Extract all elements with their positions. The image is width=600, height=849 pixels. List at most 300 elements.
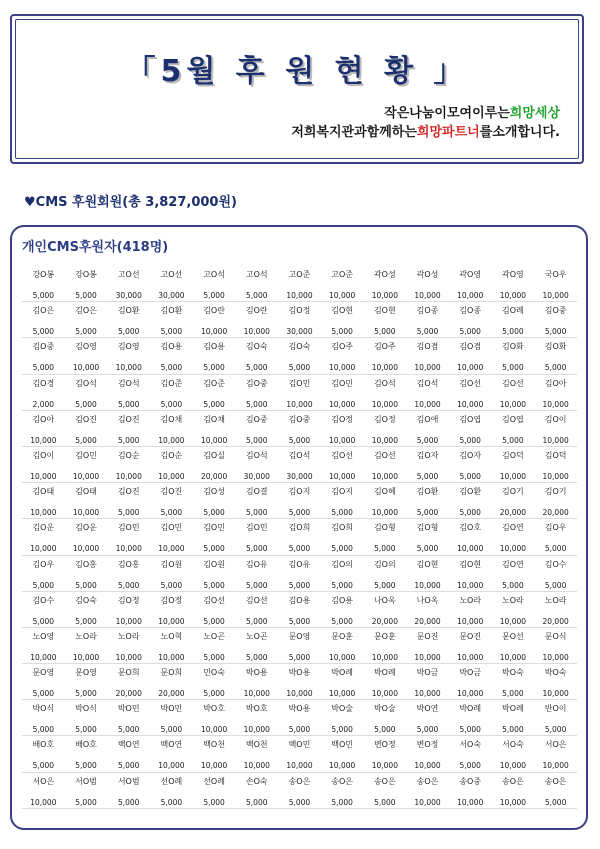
donor-cell: [150, 266, 193, 302]
donor-amount: 5,000: [32, 291, 55, 300]
donor-amount: 10,000: [158, 435, 185, 445]
donor-name: 김O지: [331, 487, 354, 497]
donor-amount: 20,000: [200, 471, 228, 481]
donor-cell: [492, 266, 535, 302]
donor-name: 김O기: [544, 487, 567, 497]
donor-cell: [278, 446, 321, 482]
donor-name: 문O진: [416, 631, 439, 641]
donor-cell: [107, 483, 150, 519]
donor-amount: 5,000: [203, 399, 225, 409]
donor-amount: 10,000: [499, 399, 527, 409]
donor-name: 김O연: [502, 523, 524, 533]
donor-name: 김O혜: [373, 487, 396, 497]
donor-amount: 5,000: [32, 689, 55, 699]
donor-name: 박O숙: [502, 668, 524, 678]
donor-name: 문O선: [502, 631, 524, 641]
donor-cell: [449, 700, 492, 736]
donor-name: 김O진: [117, 414, 140, 424]
donor-name: 박O술: [331, 704, 354, 714]
donor-cell: [150, 483, 193, 519]
donor-cell: [150, 446, 193, 482]
donor-name: 김O우: [544, 523, 567, 533]
donor-cell: [235, 772, 278, 808]
donor-name: 김O겸: [416, 342, 439, 352]
donor-name: 박O용: [288, 668, 311, 678]
donor-amount: 5,000: [502, 580, 524, 590]
donor-name: 고O준: [331, 270, 354, 279]
donor-row: [22, 736, 577, 772]
donor-name: 노O영: [32, 631, 55, 641]
donor-amount: 5,000: [331, 616, 353, 626]
donor-name: 김O아: [544, 378, 567, 388]
donor-cell: [449, 338, 492, 374]
donor-amount: 5,000: [246, 580, 268, 590]
donor-amount: 5,000: [117, 508, 140, 518]
donor-name: 박O연: [416, 704, 439, 714]
donor-amount: 5,000: [288, 508, 311, 518]
donor-name: 고O선: [117, 270, 140, 279]
donor-amount: 5,000: [203, 291, 225, 300]
donor-cell: [278, 772, 321, 808]
donor-name: 백O천: [203, 740, 225, 750]
donor-amount: 10,000: [499, 471, 527, 481]
donor-amount: 5,000: [544, 544, 567, 554]
intro-line-2: [291, 123, 560, 142]
donor-cell: [193, 338, 236, 374]
donor-cell: [22, 772, 65, 808]
donor-name: 박O용: [288, 704, 311, 714]
donor-cell: [22, 736, 65, 772]
donor-name: 배O호: [75, 740, 97, 750]
donor-cell: [235, 519, 278, 555]
donor-name: 백O민: [288, 740, 311, 750]
donor-name: 박O민: [117, 704, 140, 714]
donor-name: 민O숙: [203, 668, 225, 678]
donor-cell: [492, 302, 535, 338]
donor-amount: 10,000: [200, 761, 228, 771]
donor-name: 김O덕: [544, 450, 567, 460]
donor-cell: [321, 736, 364, 772]
donor-cell: [65, 483, 108, 519]
donor-amount: 5,000: [288, 797, 311, 807]
donor-amount: 10,000: [457, 616, 484, 626]
cms-summary: ♥CMS 후원회원(총 3,827,000원): [24, 195, 237, 210]
donor-cell: [150, 591, 193, 627]
donor-cell: [150, 555, 193, 591]
donor-cell: [492, 700, 535, 736]
donor-cell: [534, 736, 577, 772]
donor-row: [22, 627, 577, 663]
donor-cell: [321, 772, 364, 808]
donor-name: 김O영: [117, 342, 140, 352]
donor-cell: [406, 446, 449, 482]
donor-name: 김O화: [502, 342, 524, 352]
donor-amount: 5,000: [75, 399, 97, 409]
donor-name: 문O훈: [373, 631, 396, 641]
donor-name: 서O숙: [459, 740, 482, 750]
donor-amount: 10,000: [542, 399, 569, 409]
donor-name: 김O선: [245, 595, 268, 605]
donor-cell: [278, 338, 321, 374]
donor-amount: 10,000: [30, 544, 57, 554]
donor-cell: [65, 338, 108, 374]
donor-row: [22, 700, 577, 736]
donor-amount: 5,000: [416, 508, 439, 518]
donor-amount: 5,000: [459, 327, 481, 337]
donor-cell: [321, 664, 364, 700]
donor-amount: 10,000: [414, 580, 441, 590]
donor-cell: [278, 266, 321, 302]
donor-name: 김O의: [331, 559, 354, 569]
donor-name: 김O덕: [502, 450, 524, 460]
donor-amount: 5,000: [374, 327, 396, 337]
donor-amount: 5,000: [288, 725, 311, 735]
donor-name: 김O겸: [459, 342, 482, 352]
donor-amount: 5,000: [75, 291, 97, 300]
donor-cell: [193, 410, 236, 446]
donor-cell: [492, 338, 535, 374]
donor-amount: 10,000: [371, 652, 398, 662]
donor-name: 김O선: [373, 450, 396, 460]
donor-cell: [321, 374, 364, 410]
donor-cell: [235, 664, 278, 700]
donor-cell: [107, 302, 150, 338]
donor-amount: 10,000: [200, 725, 228, 735]
donor-cell: [364, 446, 407, 482]
donor-cell: [22, 483, 65, 519]
donor-cell: [278, 483, 321, 519]
donor-cell: [278, 374, 321, 410]
donor-name: 변O정: [373, 740, 396, 750]
donor-cell: [449, 627, 492, 663]
donor-name: 송O은: [416, 776, 439, 786]
donor-name: 반O이: [544, 704, 567, 714]
donor-cell: [534, 591, 577, 627]
donor-amount: 10,000: [200, 435, 228, 445]
donor-name: 김O환: [117, 306, 140, 316]
donor-amount: 10,000: [542, 689, 569, 699]
donor-amount: 10,000: [329, 761, 356, 771]
donor-name: 김O용: [203, 342, 225, 352]
donor-name: 문O영: [32, 668, 55, 678]
donor-cell: [364, 302, 407, 338]
donor-cell: [193, 736, 236, 772]
donor-amount: 5,000: [32, 761, 55, 771]
donor-amount: 10,000: [243, 761, 270, 771]
donor-name: 고O석: [245, 270, 268, 279]
donor-amount: 10,000: [286, 291, 313, 300]
donor-name: 김O화: [544, 342, 567, 352]
donor-cell: [150, 374, 193, 410]
donor-cell: [534, 555, 577, 591]
donor-cell: [534, 338, 577, 374]
donor-cell: [235, 374, 278, 410]
donor-amount: 5,000: [331, 580, 353, 590]
donor-name: 김O순: [117, 450, 140, 460]
donor-cell: [193, 483, 236, 519]
donor-name: 김O운: [75, 523, 97, 533]
donor-name: 김O태: [75, 487, 97, 497]
donor-name: 김O진: [160, 487, 183, 497]
donor-name: 박O용: [245, 668, 268, 678]
donor-cell: [150, 302, 193, 338]
donor-cell: [235, 591, 278, 627]
donor-cell: [65, 374, 108, 410]
donor-amount: 5,000: [288, 652, 311, 662]
donor-name: 김O우: [32, 559, 55, 569]
donor-name: 김O준: [160, 378, 183, 388]
donor-amount: 10,000: [72, 544, 100, 554]
donor-amount: 5,000: [416, 725, 439, 735]
donor-amount: 5,000: [75, 616, 97, 626]
donor-name: 문O진: [459, 631, 482, 641]
donor-cell: [22, 338, 65, 374]
donor-cell: [364, 700, 407, 736]
donor-amount: 5,000: [246, 435, 268, 445]
donor-cell: [107, 664, 150, 700]
donor-name: 선O례: [160, 776, 183, 786]
donor-cell: [406, 374, 449, 410]
donor-name: 배O호: [32, 740, 55, 750]
donor-amount: 5,000: [203, 652, 225, 662]
donor-cell: [235, 483, 278, 519]
donor-name: 송O은: [288, 776, 311, 786]
donor-amount: 30,000: [115, 291, 142, 300]
donor-amount: 5,000: [374, 725, 396, 735]
donor-cell: [193, 266, 236, 302]
donor-name: 김O수: [544, 559, 567, 569]
donor-name: 박O례: [459, 704, 482, 714]
donor-name: 박O식: [32, 704, 55, 714]
donor-amount: 5,000: [246, 652, 268, 662]
donor-name: 곽O영: [502, 270, 524, 279]
donor-cell: [107, 374, 150, 410]
donor-cell: [278, 519, 321, 555]
donor-amount: 5,000: [331, 327, 353, 337]
donor-row: [22, 266, 577, 302]
donor-name: 송O은: [331, 776, 354, 786]
donor-cell: [65, 519, 108, 555]
donor-name: 김O숙: [288, 342, 311, 352]
donor-name: 송O은: [502, 776, 524, 786]
donor-name: 김O환: [160, 306, 183, 316]
donor-cell: [65, 302, 108, 338]
donor-amount: 10,000: [414, 652, 441, 662]
donor-name: 박O술: [373, 704, 396, 714]
donor-name: 박O례: [373, 668, 396, 678]
donor-cell: [449, 519, 492, 555]
donor-row: [22, 302, 577, 338]
donor-amount: 10,000: [499, 652, 527, 662]
donor-amount: 10,000: [329, 435, 356, 445]
donor-cell: [321, 410, 364, 446]
donor-name: 김O민: [288, 378, 311, 388]
donor-name: 노O곤: [203, 631, 225, 641]
donor-cell: [150, 627, 193, 663]
donor-cell: [278, 627, 321, 663]
donor-name: 곽O영: [459, 270, 482, 279]
donor-cell: [278, 302, 321, 338]
donor-amount: 10,000: [30, 508, 57, 518]
donor-name: 문O식: [544, 631, 567, 641]
donor-cell: [406, 591, 449, 627]
donor-name: 김O원: [160, 559, 183, 569]
donor-cell: [193, 627, 236, 663]
donor-cell: [107, 591, 150, 627]
donor-name: 문O희: [160, 668, 183, 678]
donor-name: 백O연: [160, 740, 183, 750]
donor-cell: [406, 772, 449, 808]
donor-name: 곽O성: [373, 270, 396, 279]
donor-amount: 5,000: [203, 616, 225, 626]
donor-name: 김O진: [75, 414, 97, 424]
donor-amount: 10,000: [286, 761, 313, 771]
donor-cell: [193, 772, 236, 808]
intro-highlight-hope-world: 희망세상: [509, 106, 560, 121]
donor-cell: [321, 483, 364, 519]
donor-row: [22, 374, 577, 410]
donor-cell: [22, 410, 65, 446]
donor-cell: [193, 302, 236, 338]
donor-amount: 5,000: [246, 797, 268, 807]
donor-name: 변O정: [416, 740, 439, 750]
donor-name: 백O천: [245, 740, 268, 750]
donor-amount: 20,000: [542, 508, 569, 518]
donor-cell: [364, 555, 407, 591]
donor-name: 김O애: [416, 414, 439, 424]
donor-amount: 5,000: [288, 435, 311, 445]
donor-amount: 5,000: [32, 580, 55, 590]
donor-amount: 10,000: [499, 291, 527, 300]
donor-list-title: 개인CMS후원자(418명): [22, 240, 169, 255]
donor-cell: [22, 700, 65, 736]
donor-cell: [107, 266, 150, 302]
donor-cell: [406, 555, 449, 591]
donor-cell: [321, 700, 364, 736]
donor-name: 김O채: [160, 414, 183, 424]
donor-amount: 5,000: [246, 399, 268, 409]
donor-cell: [107, 410, 150, 446]
donor-name: 서O범: [75, 776, 97, 786]
donor-name: 김O민: [203, 523, 225, 533]
donor-name: 백O민: [331, 740, 354, 750]
intro-line-2-suffix: 를소개합니다.: [479, 125, 560, 140]
donor-cell: [449, 483, 492, 519]
donor-amount: 10,000: [243, 689, 270, 699]
donor-name: 김O정: [117, 595, 140, 605]
donor-cell: [65, 555, 108, 591]
donor-name: 김O민: [117, 523, 140, 533]
donor-cell: [449, 664, 492, 700]
donor-name: 국O우: [544, 270, 567, 279]
donor-cell: [406, 736, 449, 772]
donor-amount: 10,000: [200, 327, 228, 337]
donor-cell: [193, 591, 236, 627]
donor-cell: [321, 266, 364, 302]
donor-cell: [534, 374, 577, 410]
donor-name: 김O숙: [75, 595, 97, 605]
donor-name: 김O영: [75, 342, 97, 352]
donor-amount: 5,000: [75, 761, 97, 771]
donor-cell: [107, 555, 150, 591]
donor-name: 서O은: [32, 776, 55, 786]
donor-amount: 5,000: [246, 291, 268, 300]
donor-name: 김O현: [331, 306, 354, 316]
donor-cell: [406, 410, 449, 446]
donor-cell: [65, 664, 108, 700]
donor-name: 김O자: [416, 450, 439, 460]
donor-name: 박O민: [160, 704, 183, 714]
donor-name: 김O순: [160, 450, 183, 460]
donor-name: 김O중: [288, 414, 311, 424]
donor-amount: 5,000: [544, 580, 567, 590]
donor-amount: 5,000: [459, 508, 481, 518]
donor-cell: [150, 519, 193, 555]
donor-amount: 10,000: [329, 652, 356, 662]
donor-amount: 5,000: [544, 327, 567, 337]
donor-name: 김O형: [416, 523, 439, 533]
donor-amount: 10,000: [414, 399, 441, 409]
donor-name: 김O진: [117, 487, 140, 497]
donor-name: 김O정: [288, 306, 311, 316]
donor-amount: 20,000: [542, 616, 569, 626]
donor-amount: 10,000: [457, 689, 484, 699]
donor-amount: 5,000: [416, 471, 439, 481]
donor-name: 곽O성: [416, 270, 439, 279]
donor-amount: 10,000: [371, 508, 398, 518]
donor-amount: 5,000: [502, 363, 524, 373]
donor-name: 김O현: [373, 306, 396, 316]
donor-name: 박O례: [502, 704, 524, 714]
donor-name: 김O실: [203, 450, 225, 460]
donor-cell: [150, 664, 193, 700]
donor-amount: 10,000: [457, 580, 484, 590]
donor-name: 김O경: [32, 378, 55, 388]
donor-cell: [364, 338, 407, 374]
donor-amount: 10,000: [414, 761, 441, 771]
donor-amount: 20,000: [414, 616, 441, 626]
donor-amount: 10,000: [542, 652, 569, 662]
donor-amount: 10,000: [158, 761, 185, 771]
donor-amount: 10,000: [457, 399, 484, 409]
donor-name: 김O홍: [117, 559, 140, 569]
donor-cell: [449, 446, 492, 482]
donor-row: [22, 446, 577, 482]
donor-cell: [534, 266, 577, 302]
donor-name: 김O환: [416, 487, 439, 497]
donor-amount: 5,000: [117, 725, 140, 735]
donor-amount: 10,000: [30, 652, 57, 662]
donor-amount: 10,000: [72, 471, 100, 481]
donor-cell: [22, 664, 65, 700]
donor-cell: [321, 591, 364, 627]
donor-name: 송O중: [459, 776, 482, 786]
donor-cell: [22, 519, 65, 555]
donor-amount: 5,000: [502, 725, 524, 735]
donor-amount: 10,000: [30, 797, 57, 807]
donor-amount: 10,000: [542, 761, 569, 771]
donor-name: 김O유: [288, 559, 311, 569]
donor-name: 김O준: [203, 378, 225, 388]
donor-amount: 5,000: [75, 435, 97, 445]
donor-amount: 10,000: [499, 544, 527, 554]
donor-cell: [22, 374, 65, 410]
donor-cell: [278, 700, 321, 736]
donor-cell: [449, 772, 492, 808]
donor-name: 노O라: [117, 631, 140, 641]
donor-amount: 10,000: [158, 471, 185, 481]
donor-name: 김O원: [203, 559, 225, 569]
